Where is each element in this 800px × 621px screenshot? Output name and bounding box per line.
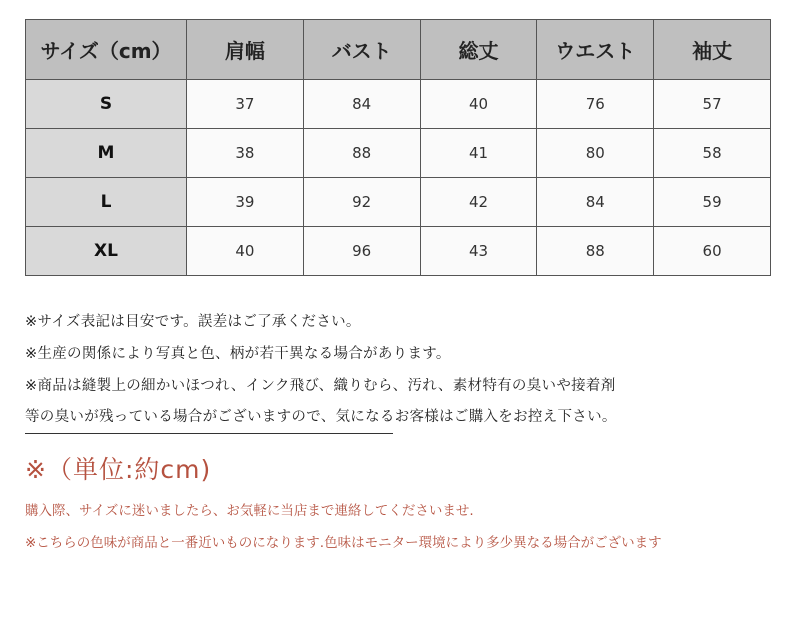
table-cell: 88 — [303, 129, 420, 178]
table-cell: 76 — [537, 80, 654, 129]
size-label: L — [26, 178, 187, 227]
table-cell: 42 — [420, 178, 537, 227]
table-cell: 96 — [303, 227, 420, 276]
size-label: M — [26, 129, 187, 178]
table-header-row — [26, 20, 771, 80]
header-waist: ウエスト — [537, 20, 654, 80]
table-cell: 92 — [303, 178, 420, 227]
header-shoulder: 肩幅 — [187, 20, 304, 80]
table-cell: 84 — [537, 178, 654, 227]
note-line: ※サイズ表記は目安です。誤差はご了承ください。 — [25, 314, 361, 330]
table-cell: 39 — [187, 178, 304, 227]
table-row — [26, 80, 771, 129]
table-cell: 58 — [654, 129, 771, 178]
contact-note: 購入際、サイズに迷いましたら、お気軽に当店まで連絡してくださいませ. — [25, 503, 474, 519]
table-row — [26, 227, 771, 276]
note-line: 等の臭いが残っている場合がございますので、気になるお客様はご購入をお控え下さい。 — [25, 409, 617, 425]
header-sleeve: 袖丈 — [654, 20, 771, 80]
note-line: ※商品は縫製上の細かいほつれ、インク飛び、織りむら、汚れ、素材特有の臭いや接着剤 — [25, 378, 616, 394]
table-cell: 88 — [537, 227, 654, 276]
header-length: 総丈 — [420, 20, 537, 80]
table-cell: 37 — [187, 80, 304, 129]
header-size: サイズ（cm） — [26, 20, 187, 80]
table-row — [26, 129, 771, 178]
table-cell: 84 — [303, 80, 420, 129]
table-cell: 80 — [537, 129, 654, 178]
color-note: ※こちらの色味が商品と一番近いものになります.色味はモニター環境により多少異なる場合がございます — [25, 535, 662, 551]
table-cell: 40 — [420, 80, 537, 129]
size-label: S — [26, 80, 187, 129]
table-cell: 41 — [420, 129, 537, 178]
unit-label: ※（単位:約cm) — [25, 455, 212, 484]
size-label: XL — [26, 227, 187, 276]
size-chart-table — [25, 19, 771, 276]
note-line: ※生産の関係により写真と色、柄が若干異なる場合があります。 — [25, 346, 451, 362]
header-bust: バスト — [303, 20, 420, 80]
table-cell: 60 — [654, 227, 771, 276]
table-cell: 40 — [187, 227, 304, 276]
table-cell: 59 — [654, 178, 771, 227]
table-cell: 38 — [187, 129, 304, 178]
divider-line — [25, 433, 393, 434]
table-row — [26, 178, 771, 227]
table-cell: 43 — [420, 227, 537, 276]
table-cell: 57 — [654, 80, 771, 129]
